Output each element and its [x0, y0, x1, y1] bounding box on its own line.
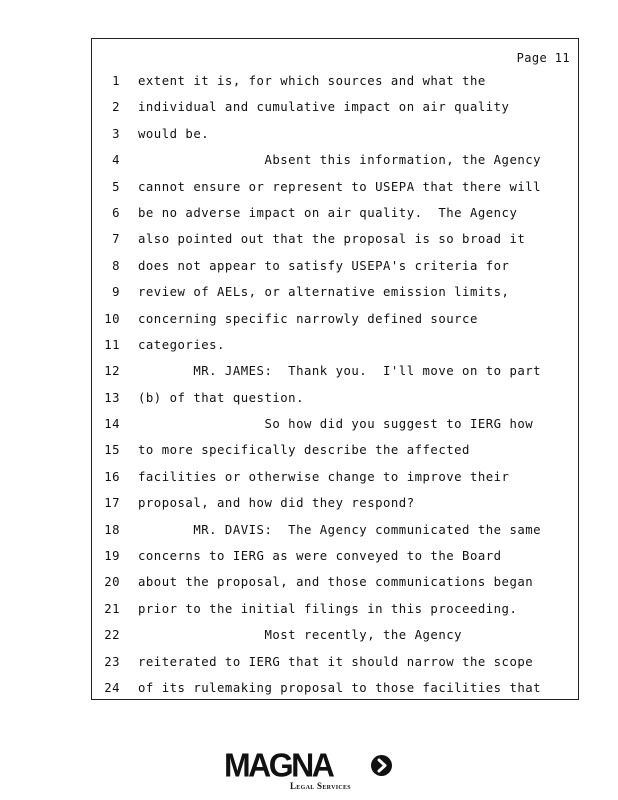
transcript-line — [92, 147, 578, 173]
transcript-line — [92, 464, 578, 490]
transcript-page — [91, 38, 579, 700]
line-text: be no adverse impact on air quality. The Agency — [138, 205, 518, 220]
line-number: 24 — [104, 680, 120, 695]
logo-wordmark: MAGNA — [224, 745, 333, 784]
line-text: MR. DAVIS: The Agency communicated the same — [138, 522, 542, 537]
line-number: 6 — [112, 205, 120, 220]
transcript-line — [92, 543, 578, 569]
transcript-line — [92, 675, 578, 701]
line-number: 11 — [104, 337, 120, 352]
line-text: prior to the initial filings in this proceeding. — [138, 601, 518, 616]
transcript-line — [92, 279, 578, 305]
line-number: 2 — [112, 100, 120, 115]
transcript-line — [92, 490, 578, 516]
line-text: Absent this information, the Agency — [138, 153, 542, 168]
transcript-line — [92, 200, 578, 226]
transcript-line — [92, 411, 578, 437]
transcript-lines — [92, 68, 578, 701]
line-number: 13 — [104, 390, 120, 405]
transcript-line — [92, 68, 578, 94]
line-text: concerns to IERG as were conveyed to the Board — [138, 549, 502, 564]
transcript-line — [92, 253, 578, 279]
transcript-line — [92, 622, 578, 648]
line-number: 1 — [112, 74, 120, 88]
line-text: does not appear to satisfy USEPA's criteria for — [138, 258, 510, 273]
magna-logo — [224, 745, 399, 794]
line-text: would be. — [138, 126, 210, 141]
line-text: about the proposal, and those communications began — [138, 575, 534, 590]
transcript-line — [92, 517, 578, 543]
transcript-line — [92, 437, 578, 463]
line-text: MR. JAMES: Thank you. I'll move on to part — [138, 364, 542, 379]
line-number: 5 — [112, 179, 120, 194]
line-text: Most recently, the Agency — [138, 628, 463, 643]
line-text: to more specifically describe the affected — [138, 443, 470, 458]
line-number: 7 — [112, 232, 120, 247]
line-text: cannot ensure or represent to USEPA that there will — [138, 179, 542, 194]
line-text: concerning specific narrowly defined source — [138, 311, 478, 326]
transcript-line — [92, 358, 578, 384]
transcript-line — [92, 174, 578, 200]
line-number: 20 — [104, 575, 120, 590]
line-number: 9 — [112, 285, 120, 300]
line-number: 16 — [104, 469, 120, 484]
line-text: extent it is, for which sources and what the — [138, 74, 486, 88]
transcript-line — [92, 121, 578, 147]
line-text: proposal, and how did they respond? — [138, 496, 415, 511]
line-number: 21 — [104, 601, 120, 616]
transcript-line — [92, 332, 578, 358]
line-text: also pointed out that the proposal is so broad it — [138, 232, 526, 247]
line-number: 12 — [104, 364, 120, 379]
line-number: 23 — [104, 654, 120, 669]
line-text: (b) of that question. — [138, 390, 304, 405]
line-number: 19 — [104, 549, 120, 564]
line-number: 10 — [104, 311, 120, 326]
transcript-line — [92, 385, 578, 411]
transcript-line — [92, 569, 578, 595]
transcript-line — [92, 94, 578, 120]
line-text: reiterated to IERG that it should narrow the scope — [138, 654, 534, 669]
line-text: So how did you suggest to IERG how — [138, 417, 534, 432]
line-number: 17 — [104, 496, 120, 511]
line-text: individual and cumulative impact on air quality — [138, 100, 510, 115]
line-number: 15 — [104, 443, 120, 458]
transcript-line — [92, 226, 578, 252]
line-text: review of AELs, or alternative emission limits, — [138, 285, 510, 300]
line-text: facilities or otherwise change to improve their — [138, 469, 510, 484]
line-number: 4 — [112, 153, 120, 168]
page-number: Page 11 — [516, 51, 570, 65]
line-text: of its rulemaking proposal to those facilities that — [138, 680, 542, 695]
transcript-line — [92, 649, 578, 675]
line-number: 22 — [104, 628, 120, 643]
logo-subtitle: Legal Services — [290, 781, 351, 791]
line-text: categories. — [138, 337, 225, 352]
line-number: 14 — [104, 417, 120, 432]
transcript-line — [92, 596, 578, 622]
line-number: 8 — [112, 258, 120, 273]
line-number: 18 — [104, 522, 120, 537]
transcript-line — [92, 306, 578, 332]
chevron-right-circle-icon — [371, 755, 392, 776]
line-number: 3 — [112, 126, 120, 141]
